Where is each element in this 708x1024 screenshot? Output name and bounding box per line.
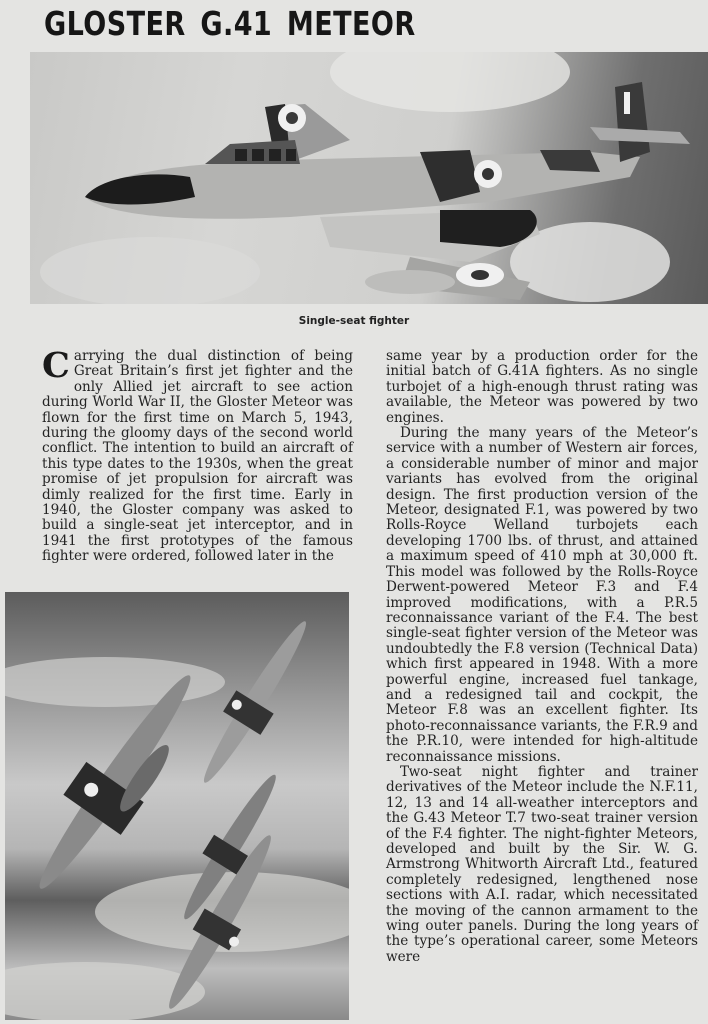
- article-column-right: [386, 349, 698, 965]
- meteor-formation-illustration: [5, 592, 349, 1020]
- article-paragraph: Two-seat night fighter and trainer derivatives of the Meteor include the N.F.11, 12, 13 and 14 all-weather interceptors and the G.43 Meteor T.7 two-seat trainer version of the F.4 fighter. The night-fighter Meteors, developed and built by the Sir. W. G. Armstrong Whitworth Aircraft Ltd., featured completely redesigned, lengthened nose sections with A.I. radar, which necessitated the moving of the cannon armament to the wing outer panels. During the long years of the type’s operational career, some Meteors were: [386, 763, 698, 965]
- article-paragraph: [42, 345, 353, 565]
- drop-cap: C: [42, 345, 70, 386]
- bottom-photo: [5, 592, 349, 1020]
- page-title: GLOSTER G.41 METEOR: [44, 4, 416, 43]
- article-paragraph: During the many years of the Meteor’s service with a number of Western air forces, a considerable number of minor and major variants has evolved from the original design. The first production version of the Meteor, designated F.1, was powered by two Rolls-Royce Welland turbojets each developing 1700 lbs. of thrust, and attained a maximum speed of 410 mph at 30,000 ft. This model was followed by the Rolls-Royce Derwent-powered Meteor F.3 and F.4 improved modifications, with a P.R.5 reconnaissance variant of the F.4. The best single-seat fighter version of the Meteor was undoubtedly the F.8 version (Technical Data) which first appeared in 1948. With a more powerful engine, increased fuel tankage, and a redesigned tail and cockpit, the Meteor F.8 was an excellent fighter. Its photo-reconnaissance variants, the F.R.9 and the P.R.10, were intended for high-altitude reconnaissance missions.: [386, 425, 698, 765]
- paragraph-text: arrying the dual distinction of being Great Britain’s first jet fighter and the only Allied jet aircraft to see action during World War II, the Gloster Meteor was flown for the first time on March 5, 1943, during the gloomy days of the second world conflict. The intention to build an aircraft of this type dates to the 1930s, when the great promise of jet propulsion for aircraft was dimly realized for the first time. Early in 1940, the Gloster company was asked to build a single-seat jet interceptor, and in 1941 the first prototypes of the famous fighter were ordered, followed later in the: [42, 348, 353, 565]
- meteor-in-flight-illustration: [30, 52, 708, 304]
- top-photo: [30, 52, 708, 304]
- article-column-left: [42, 345, 353, 565]
- photo-caption: Single-seat fighter: [298, 315, 410, 327]
- article-paragraph: same year by a production order for the initial batch of G.41A fighters. As no single turbojet of a high-enough thrust rating was available, the Meteor was powered by two engines.: [386, 348, 698, 426]
